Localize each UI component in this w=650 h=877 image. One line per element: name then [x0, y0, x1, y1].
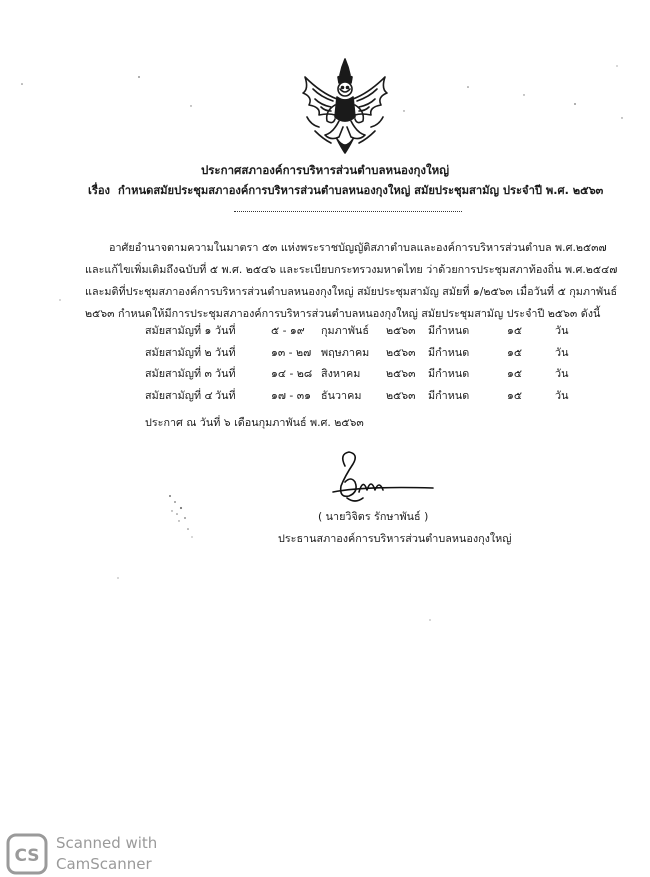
year: ๒๕๖๓	[386, 345, 416, 359]
subject-line	[88, 181, 628, 199]
day-unit: วัน	[555, 388, 569, 402]
date-label: วันที่	[215, 388, 236, 402]
camscanner-logo-text: CS	[14, 846, 40, 866]
year: ๒๕๖๓	[386, 367, 416, 380]
date-label: วันที่	[215, 324, 236, 337]
schedule-row	[145, 320, 585, 342]
subject-text: กำหนดสมัยประชุมสภาองค์การบริหารส่วนตำบลหนองกุงใหญ่ สมัยประชุมสามัญ ประจำปี พ.ศ. ๒๕๖๓	[118, 184, 604, 197]
body-line: และแก้ไขเพิ่มเติมถึงฉบับที่ ๕ พ.ศ. ๒๕๔๖ และระเบียบกระทรวงมหาดไทย ว่าด้วยการประชุมสภาท้องถิ่น พ.ศ.๒๕๔๗	[85, 263, 618, 276]
announcement-title: ประกาศสภาองค์การบริหารส่วนตำบลหนองกุงใหญ่	[200, 163, 450, 177]
session-name: สมัยสามัญที่ ๓	[145, 367, 212, 380]
session-name: สมัยสามัญที่ ๑	[145, 324, 212, 337]
body-line: อาศัยอำนาจตามความในมาตรา ๕๓ แห่งพระราชบัญญัติสภาตำบลและองค์การบริหารส่วนตำบล พ.ศ.๒๕๓๗	[109, 241, 607, 254]
session-name: สมัยสามัญที่ ๒	[145, 345, 212, 359]
duration-days: ๑๕	[507, 324, 523, 337]
day-unit: วัน	[555, 345, 569, 359]
signer-position: ประธานสภาองค์การบริหารส่วนตำบลหนองกุงใหญ่	[278, 532, 512, 545]
subject-label: เรื่อง	[88, 184, 111, 197]
month: กุมภาพันธ์	[321, 324, 369, 337]
session-name: สมัยสามัญที่ ๔	[145, 388, 213, 402]
year: ๒๕๖๓	[386, 388, 416, 402]
month: ธันวาคม	[321, 388, 362, 402]
duration-days: ๑๕	[507, 345, 523, 359]
signer-name: ( นายวิจิตร รักษาพันธ์ )	[318, 510, 429, 523]
date-label: วันที่	[215, 367, 236, 380]
camscanner-logo-icon	[6, 833, 48, 875]
watermark-line1: Scanned with	[56, 834, 158, 852]
duration-days: ๑๕	[507, 367, 523, 380]
handwritten-signature	[325, 448, 435, 516]
schedule-row	[145, 363, 585, 385]
garuda-emblem-icon	[293, 55, 397, 155]
date-range: ๕ - ๑๙	[271, 324, 305, 337]
date-range: ๑๗ - ๓๑	[271, 388, 311, 402]
day-unit: วัน	[555, 367, 569, 380]
body-line: ๒๕๖๓ กำหนดให้มีการประชุมสภาองค์การบริหารส่วนตำบลหนองกุงใหญ่ สมัยประชุมสามัญ ประจำปี ๒๕๖๓ ดังนี้	[85, 307, 601, 320]
announcement-date: ประกาศ ณ วันที่ ๖ เดือนกุมภาพันธ์ พ.ศ. ๒๕๖๓	[145, 416, 364, 429]
session-schedule	[145, 320, 585, 406]
duration-label: มีกำหนด	[428, 345, 470, 359]
body-line: และมติที่ประชุมสภาองค์การบริหารส่วนตำบลหนองกุงใหญ่ สมัยประชุมสามัญ สมัยที่ ๑/๒๕๖๓ เมื่อวันที่ ๕ กุมภาพันธ์	[85, 285, 618, 298]
camscanner-watermark	[56, 833, 157, 875]
body-paragraph	[85, 237, 618, 325]
duration-days: ๑๕	[507, 388, 523, 402]
duration-label: มีกำหนด	[428, 324, 470, 337]
duration-label: มีกำหนด	[428, 388, 470, 402]
year: ๒๕๖๓	[386, 324, 416, 337]
day-unit: วัน	[555, 324, 569, 337]
schedule-row	[145, 385, 585, 407]
date-range: ๑๓ - ๒๗	[271, 345, 312, 359]
month: พฤษภาคม	[321, 345, 370, 359]
month: สิงหาคม	[321, 367, 361, 380]
watermark-line2: CamScanner	[56, 855, 152, 873]
duration-label: มีกำหนด	[428, 367, 470, 380]
dotted-divider	[234, 211, 462, 212]
date-label: วันที่	[215, 345, 236, 359]
schedule-row	[145, 342, 585, 364]
date-range: ๑๔ - ๒๘	[271, 367, 313, 380]
